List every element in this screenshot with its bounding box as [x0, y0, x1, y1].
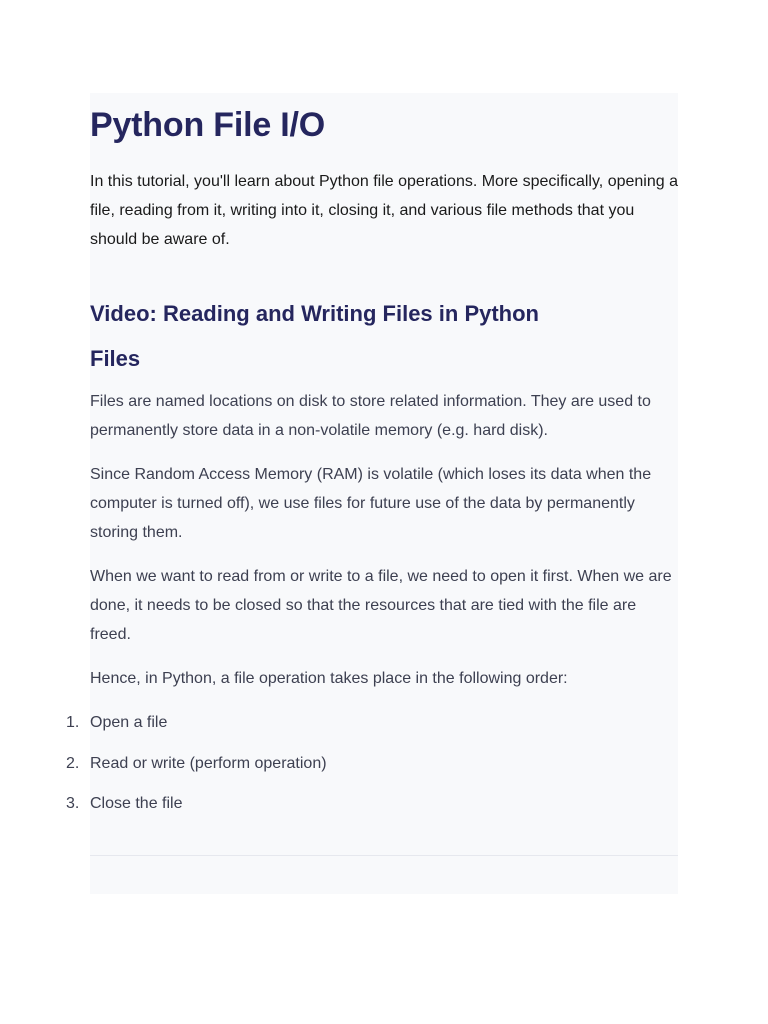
list-item-text: Close the file: [90, 795, 183, 812]
list-item-text: Open a file: [90, 714, 168, 731]
article: [66, 93, 680, 818]
video-heading: Video: Reading and Writing Files in Python: [90, 301, 539, 326]
list-item: [66, 749, 680, 778]
files-paragraph-4: Hence, in Python, a file operation takes place in the following order:: [90, 670, 568, 687]
list-item: [66, 708, 680, 737]
files-heading: Files: [90, 346, 141, 371]
page-title: Python File I/O: [90, 106, 326, 144]
files-paragraph-3: When we want to read from or write to a file, we need to open it first. When we are done, it needs to be closed so that the resources that are tied with the file are freed.: [90, 568, 672, 643]
divider: [90, 855, 678, 856]
file-operation-steps: [66, 708, 680, 818]
list-number: 3.: [66, 795, 80, 812]
list-item-text: Read or write (perform operation): [90, 755, 327, 772]
list-number: 2.: [66, 755, 80, 772]
list-item: [66, 789, 680, 818]
list-number: 1.: [66, 714, 80, 731]
intro-paragraph: In this tutorial, you'll learn about Python file operations. More specifically, opening a file, reading from it, writing into it, closing it, and various file methods that you should be aware of.: [90, 173, 678, 248]
files-paragraph-2: Since Random Access Memory (RAM) is volatile (which loses its data when the computer is turned off), we use files for future use of the data by permanently storing them.: [90, 466, 652, 541]
files-paragraph-1: Files are named locations on disk to store related information. They are used to permanently store data in a non-volatile memory (e.g. hard disk).: [90, 393, 651, 439]
